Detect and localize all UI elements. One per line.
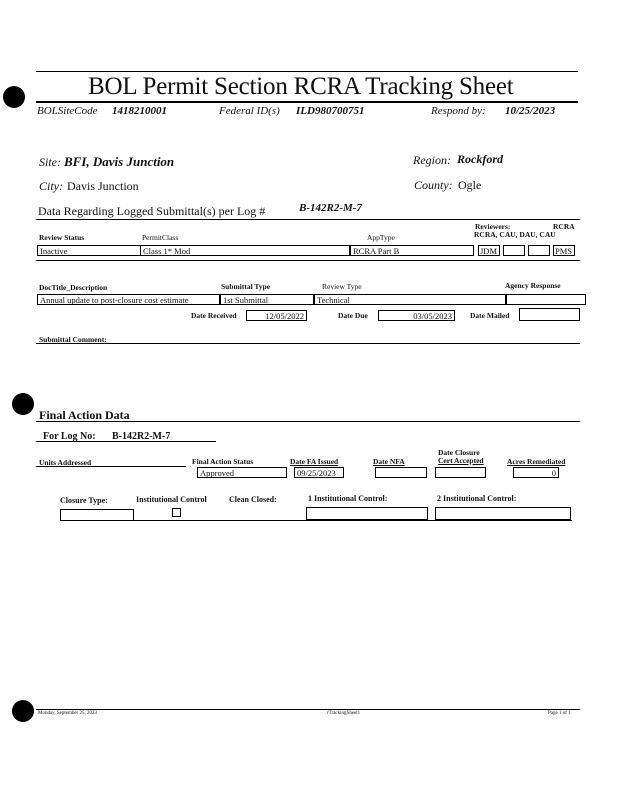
review-status-field: Inactive [37,245,141,256]
final-action-status-label: Final Action Status [192,457,254,466]
review-type-label: Review Type [322,282,362,291]
date-received-field: 12/05/2022 [246,310,307,321]
submittal-rule [36,219,580,220]
date-received-label: Date Received [191,311,237,320]
region: Rockford [457,152,503,166]
closure-cert-field [435,467,486,478]
title-rule-bottom [36,101,578,103]
federal-id: ILD980700751 [296,105,365,117]
submittal-log-number: B-142R2-M-7 [299,202,362,214]
submittal-heading: Data Regarding Logged Submittal(s) per Log # [38,204,266,218]
submittal-type-label: Submittal Type [221,282,271,291]
federal-id-label: Federal ID(s) [219,105,280,117]
site-name: BFI, Davis Junction [64,154,175,169]
acres-remediated-field: 0 [513,467,559,478]
for-log-label: For Log No: [43,431,96,442]
footer-page: Page 1 of 1 [548,711,571,716]
review-type-field: Technical [314,294,506,305]
final-action-labels-rule [36,466,186,467]
for-log: B-142R2-M-7 [112,431,171,442]
city: Davis Junction [67,179,139,193]
footer-report: rTrackingSheet1 [327,711,361,716]
site-label: Site: [39,155,61,169]
institutional-control-checkbox[interactable] [172,508,181,517]
for-log-rule [36,441,216,442]
closure-row-rule [60,520,572,521]
final-action-rule [36,421,580,422]
reviewer-columns-label: RCRA, CAU, DAU, CAU [474,230,556,239]
review-status-label: Review Status [39,233,85,242]
footer-rule [36,709,580,710]
institutional-control-2-field [435,507,571,520]
respond-by-label: Respond by: [431,105,486,117]
closure-cert-label-1: Date Closure [438,448,480,457]
reviewer-1-field: JDM [478,245,500,256]
city-label: City: [39,179,63,193]
date-fa-issued-field: 09/25/2023 [294,467,344,478]
units-addressed-label: Units Addressed [39,458,92,467]
date-mailed-field [519,308,580,321]
agency-response-label: Agency Response [505,281,561,290]
date-nfa-label: Date NFA [373,457,405,466]
submittal-comment-label: Submittal Comment: [39,335,107,344]
county: Ogle [458,178,482,192]
punch-hole-middle [12,393,34,415]
title-rule-top [36,71,578,72]
clean-closed-label: Clean Closed: [229,495,277,504]
region-label: Region: [413,153,451,167]
rcra-label: RCRA [553,222,575,231]
acres-remediated-label: Acres Remediated [507,457,566,466]
page-title: BOL Permit Section RCRA Tracking Sheet [88,73,514,100]
doc-title-field: Annual update to post-closure cost estimate [37,294,220,305]
closure-type-label: Closure Type: [60,496,108,505]
bol-site-code: 1418210001 [112,105,167,117]
bol-site-code-label: BOLSiteCode [37,105,98,117]
respond-by: 10/25/2023 [505,105,556,117]
date-mailed-label: Date Mailed [470,311,510,320]
county-label: County: [414,178,453,192]
app-type-field: RCRA Part B [350,245,474,256]
final-action-status-field: Approved [197,467,287,478]
final-action-heading: Final Action Data [39,408,130,422]
date-due-field: 03/05/2023 [378,310,455,321]
reviewer-4-field: PMS [553,245,575,256]
date-due-label: Date Due [338,311,368,320]
doc-title-label: DocTitle_Description [39,283,108,292]
agency-response-field [506,294,586,305]
footer-date: Monday, September 25, 2023 [38,711,97,716]
submittal-type-field: 1st Submittal [220,294,314,305]
submittal-row-rule [36,260,580,261]
date-nfa-field [375,467,427,478]
punch-hole-bottom [12,700,34,722]
punch-hole-top [3,86,25,108]
reviewers-label: Reviewers: [475,222,511,231]
permit-class-label: PermitClass [142,233,179,242]
institutional-control-2-label: 2 Institutional Control: [437,494,517,503]
institutional-control-1-label: 1 Institutional Control: [308,494,388,503]
permit-class-field: Class 1* Mod [140,245,350,256]
date-fa-issued-label: Date FA Issued [290,457,339,466]
reviewer-2-field [503,245,525,256]
reviewer-3-field [528,245,550,256]
submittal-comment-rule [36,343,580,344]
app-type-label: AppType [367,233,395,242]
institutional-control-1-field [306,507,428,520]
closure-cert-label-2: Cert Accepted [438,456,484,465]
institutional-control-label: Institutional Control [136,495,207,504]
